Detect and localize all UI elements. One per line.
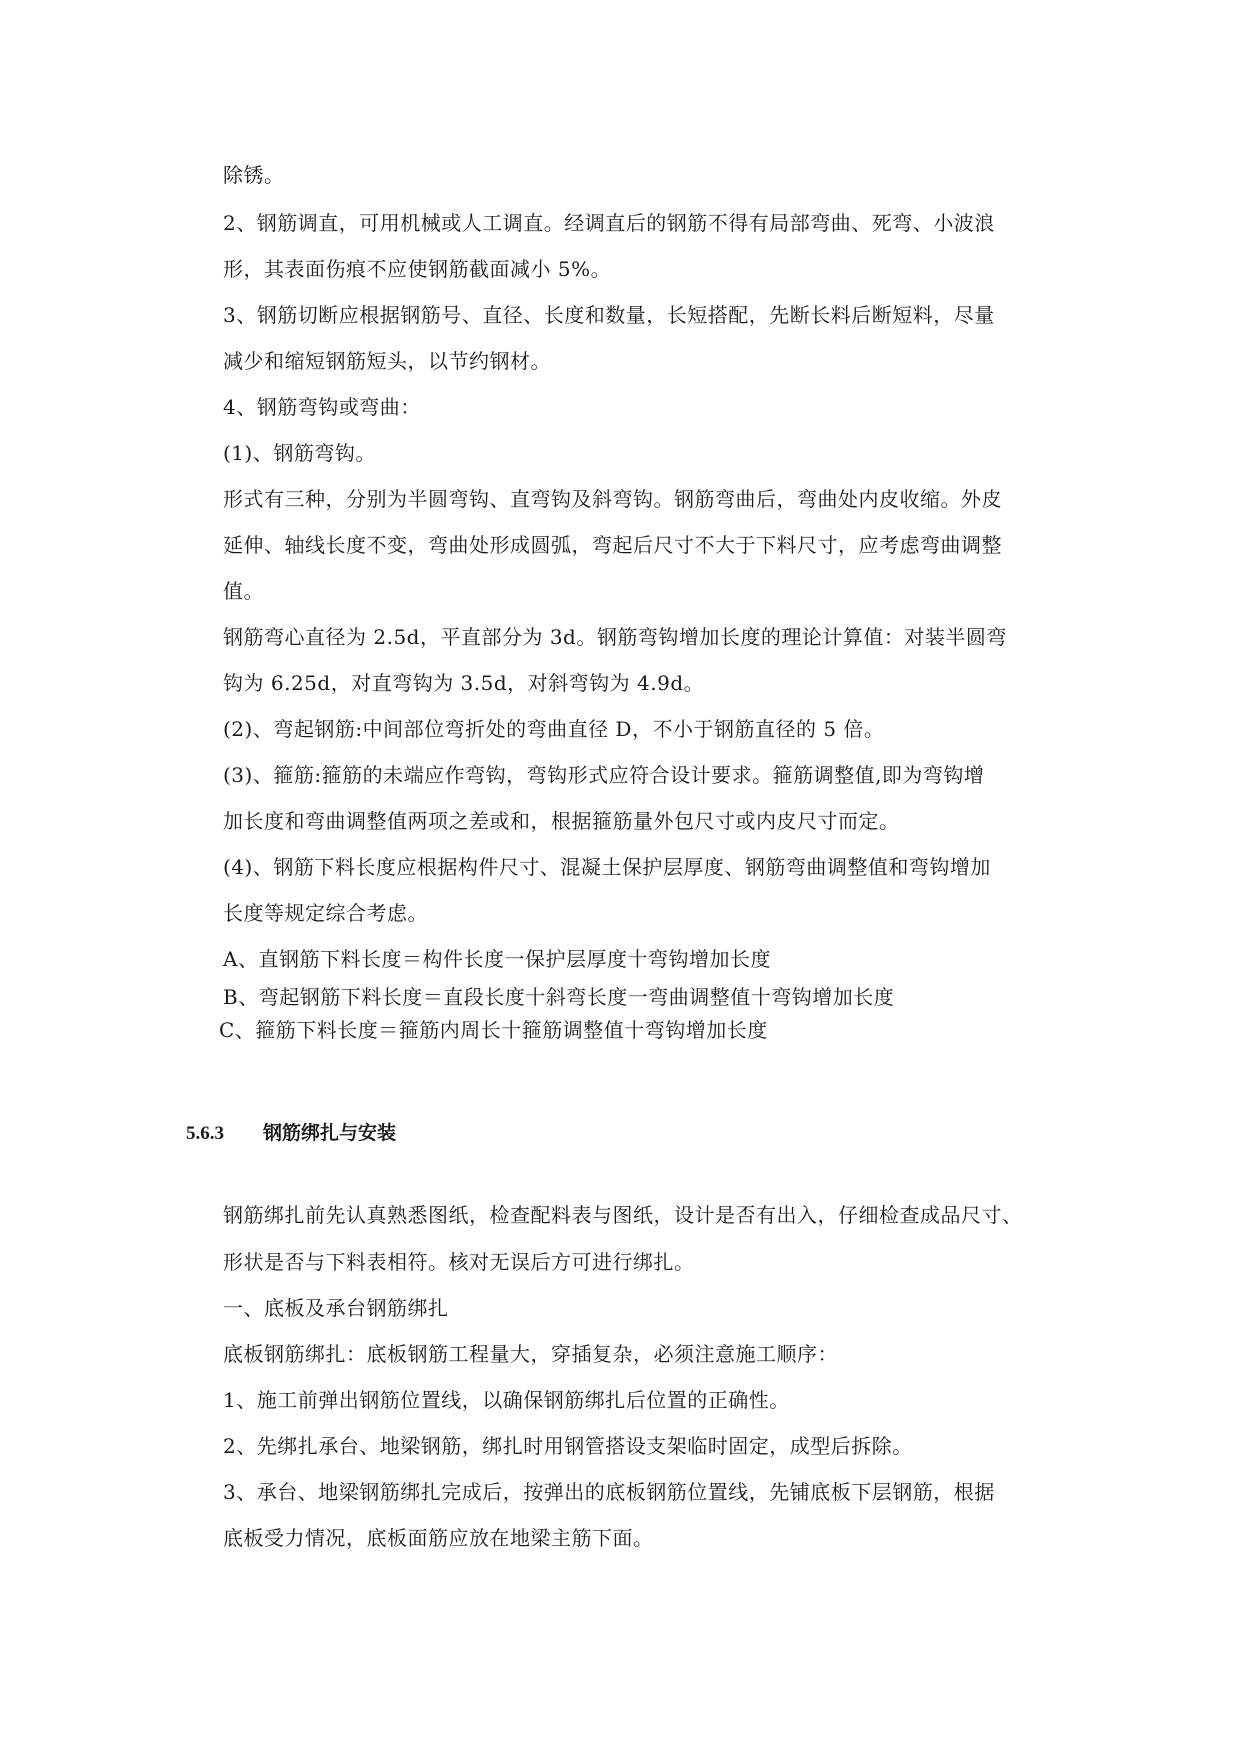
paragraph-line: 1、施工前弹出钢筋位置线，以确保钢筋绑扎后位置的正确性。 [223,1388,790,1412]
section-number: 5.6.3 [186,1123,224,1144]
paragraph-line: 形式有三种，分别为半圆弯钩、直弯钩及斜弯钩。钢筋弯曲后，弯曲处内皮收缩。外皮 [223,487,1002,511]
paragraph-line: 钩为 6.25d，对直弯钩为 3.5d，对斜弯钩为 4.9d。 [223,671,705,695]
paragraph-line: 长度等规定综合考虑。 [223,901,428,925]
paragraph-line: 2、钢筋调直，可用机械或人工调直。经调直后的钢筋不得有局部弯曲、死弯、小波浪 [223,211,995,235]
paragraph-line: 3、钢筋切断应根据钢筋号、直径、长度和数量，长短搭配，先断长料后断短料，尽量 [223,303,995,327]
section-title: 钢筋绑扎与安装 [263,1122,397,1144]
formula-line: C、箍筋下料长度＝箍筋内周长十箍筋调整值十弯钩增加长度 [219,1018,768,1042]
paragraph-line: 底板受力情况，底板面筋应放在地梁主筋下面。 [223,1526,654,1550]
section-heading [186,1119,396,1148]
paragraph-line: 值。 [223,579,264,603]
paragraph-line: 3、承台、地梁钢筋绑扎完成后，按弹出的底板钢筋位置线，先铺底板下层钢筋，根据 [223,1480,995,1504]
paragraph-line: 2、先绑扎承台、地梁钢筋，绑扎时用钢管搭设支架临时固定，成型后拆除。 [223,1434,913,1458]
paragraph-line: 减少和缩短钢筋短头，以节约钢材。 [223,349,551,373]
subheading-line: 一、底板及承台钢筋绑扎 [223,1296,449,1320]
formula-line: B、弯起钢筋下料长度＝直段长度十斜弯长度一弯曲调整值十弯钩增加长度 [223,985,895,1009]
paragraph-line: 4、钢筋弯钩或弯曲： [223,395,421,419]
paragraph-line: (4)、钢筋下料长度应根据构件尺寸、混凝土保护层厚度、钢筋弯曲调整值和弯钩增加 [223,855,991,879]
paragraph-line: 钢筋绑扎前先认真熟悉图纸，检查配料表与图纸，设计是否有出入，仔细检查成品尺寸、 [223,1203,1023,1227]
formula-line: A、直钢筋下料长度＝构件长度一保护层厚度十弯钩增加长度 [223,947,771,971]
paragraph-line: (3)、箍筋:箍筋的未端应作弯钩，弯钩形式应符合设计要求。箍筋调整值,即为弯钩增 [223,763,985,787]
paragraph-line: (2)、弯起钢筋:中间部位弯折处的弯曲直径 D，不小于钢筋直径的 5 倍。 [223,717,885,741]
paragraph-line: 除锈。 [223,163,285,187]
paragraph-line: 底板钢筋绑扎：底板钢筋工程量大，穿插复杂，必须注意施工顺序： [223,1342,838,1366]
paragraph-line: 延伸、轴线长度不变，弯曲处形成圆弧，弯起后尺寸不大于下料尺寸，应考虑弯曲调整 [223,533,1002,557]
paragraph-line: (1)、钢筋弯钩。 [223,441,376,465]
paragraph-line: 钢筋弯心直径为 2.5d，平直部分为 3d。钢筋弯钩增加长度的理论计算值：对装半圆弯 [223,625,1007,649]
paragraph-line: 加长度和弯曲调整值两项之差或和，根据箍筋量外包尺寸或内皮尺寸而定。 [223,809,900,833]
paragraph-line: 形状是否与下料表相符。核对无误后方可进行绑扎。 [223,1250,695,1274]
paragraph-line: 形，其表面伤痕不应使钢筋截面减小 5%。 [223,257,612,281]
